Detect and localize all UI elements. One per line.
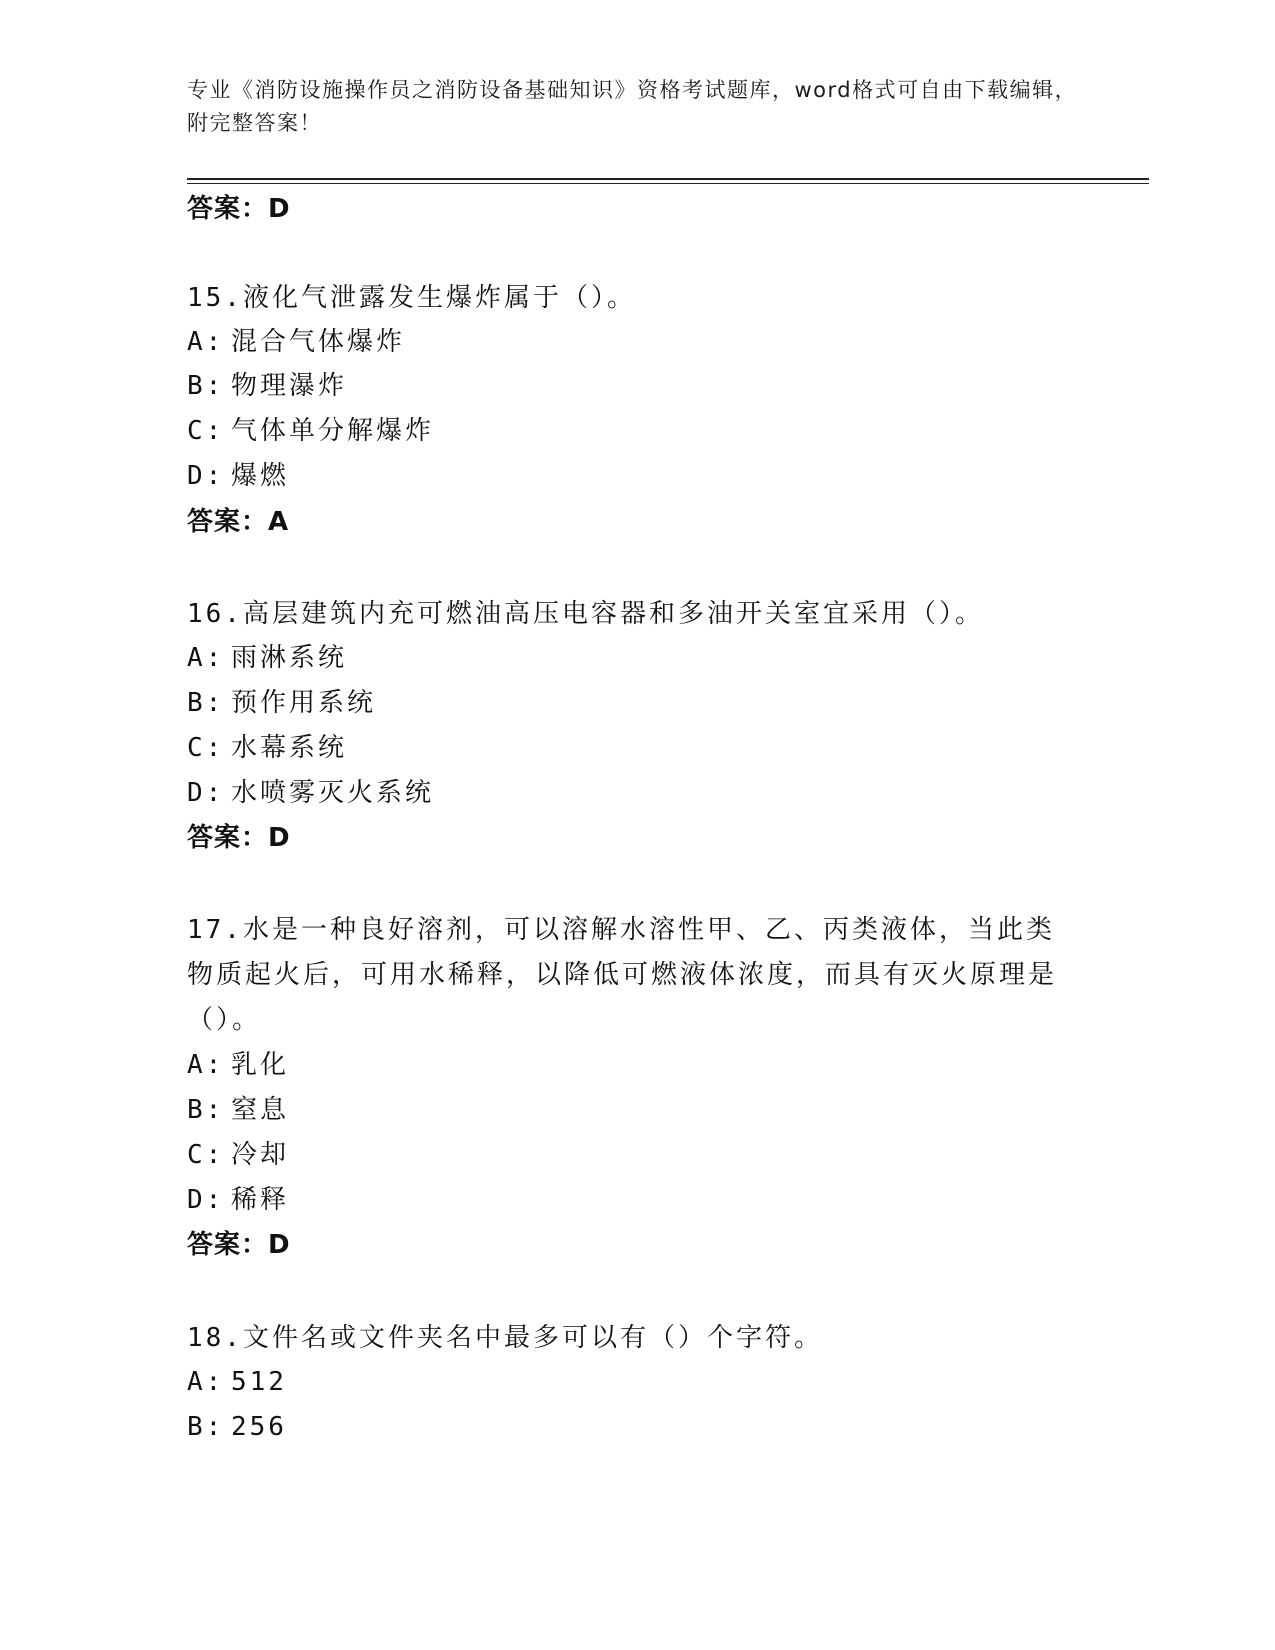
option-text: 冷却 xyxy=(231,1140,290,1170)
option-key: B: xyxy=(187,688,225,718)
option-key: C: xyxy=(187,1140,225,1170)
option-key: C: xyxy=(187,733,225,763)
question-16-option-c xyxy=(187,731,347,765)
option-key: B: xyxy=(187,1095,225,1125)
header-divider-thick xyxy=(187,178,1149,180)
answer-label: 答案：D xyxy=(187,194,291,224)
option-text: 水幕系统 xyxy=(231,733,348,763)
question-15-option-d xyxy=(187,459,289,493)
question-17-option-d xyxy=(187,1183,289,1217)
option-key: A: xyxy=(187,1367,225,1397)
question-17-option-c xyxy=(187,1138,289,1172)
question-15-option-a xyxy=(187,325,405,359)
question-16-option-b xyxy=(187,686,376,720)
option-text: 稀释 xyxy=(231,1185,290,1215)
option-text: 混合气体爆炸 xyxy=(231,327,406,357)
question-17-stem: 17.水是一种良好溶剂，可以溶解水溶性甲、乙、丙类液体，当此类物质起火后，可用水稀释，以降低可燃液体浓度，而具有灭火原理是（）。 xyxy=(187,915,1058,1035)
option-text: 雨淋系统 xyxy=(231,643,348,673)
question-18-stem: 18.文件名或文件夹名中最多可以有（）个字符。 xyxy=(187,1323,823,1353)
question-18-option-a xyxy=(187,1365,287,1399)
option-text: 水喷雾灭火系统 xyxy=(231,778,435,808)
option-text: 512 xyxy=(231,1367,287,1397)
option-key: B: xyxy=(187,371,225,401)
option-key: D: xyxy=(187,778,225,808)
question-16-option-a xyxy=(187,641,347,675)
option-key: A: xyxy=(187,1050,225,1080)
question-18-option-b xyxy=(187,1410,287,1444)
option-key: B: xyxy=(187,1412,225,1442)
question-15-stem: 15.液化气泄露发生爆炸属于（）。 xyxy=(187,283,636,313)
document-header: 专业《消防设施操作员之消防设备基础知识》资格考试题库，word格式可自由下载编辑，附完整答案！ xyxy=(187,78,1078,135)
question-15-option-c xyxy=(187,414,434,448)
option-key: D: xyxy=(187,461,225,491)
option-key: D: xyxy=(187,1185,225,1215)
option-text: 窒息 xyxy=(231,1095,290,1125)
option-text: 物理瀑炸 xyxy=(231,371,348,401)
option-text: 预作用系统 xyxy=(231,688,377,718)
option-key: C: xyxy=(187,416,225,446)
option-text: 爆燃 xyxy=(231,461,290,491)
option-text: 256 xyxy=(231,1412,287,1442)
option-key: A: xyxy=(187,643,225,673)
question-15-option-b xyxy=(187,369,347,403)
question-16-answer: 答案：D xyxy=(187,823,291,853)
question-15-answer: 答案：A xyxy=(187,507,290,537)
question-17-answer: 答案：D xyxy=(187,1230,291,1260)
option-key: A: xyxy=(187,327,225,357)
option-text: 乳化 xyxy=(231,1050,290,1080)
question-17-option-a xyxy=(187,1048,289,1082)
question-17-option-b xyxy=(187,1093,289,1127)
question-16-option-d xyxy=(187,776,434,810)
header-divider-thin xyxy=(187,183,1149,184)
option-text: 气体单分解爆炸 xyxy=(231,416,435,446)
question-16-stem: 16.高层建筑内充可燃油高压电容器和多油开关室宜采用（）。 xyxy=(187,599,984,629)
